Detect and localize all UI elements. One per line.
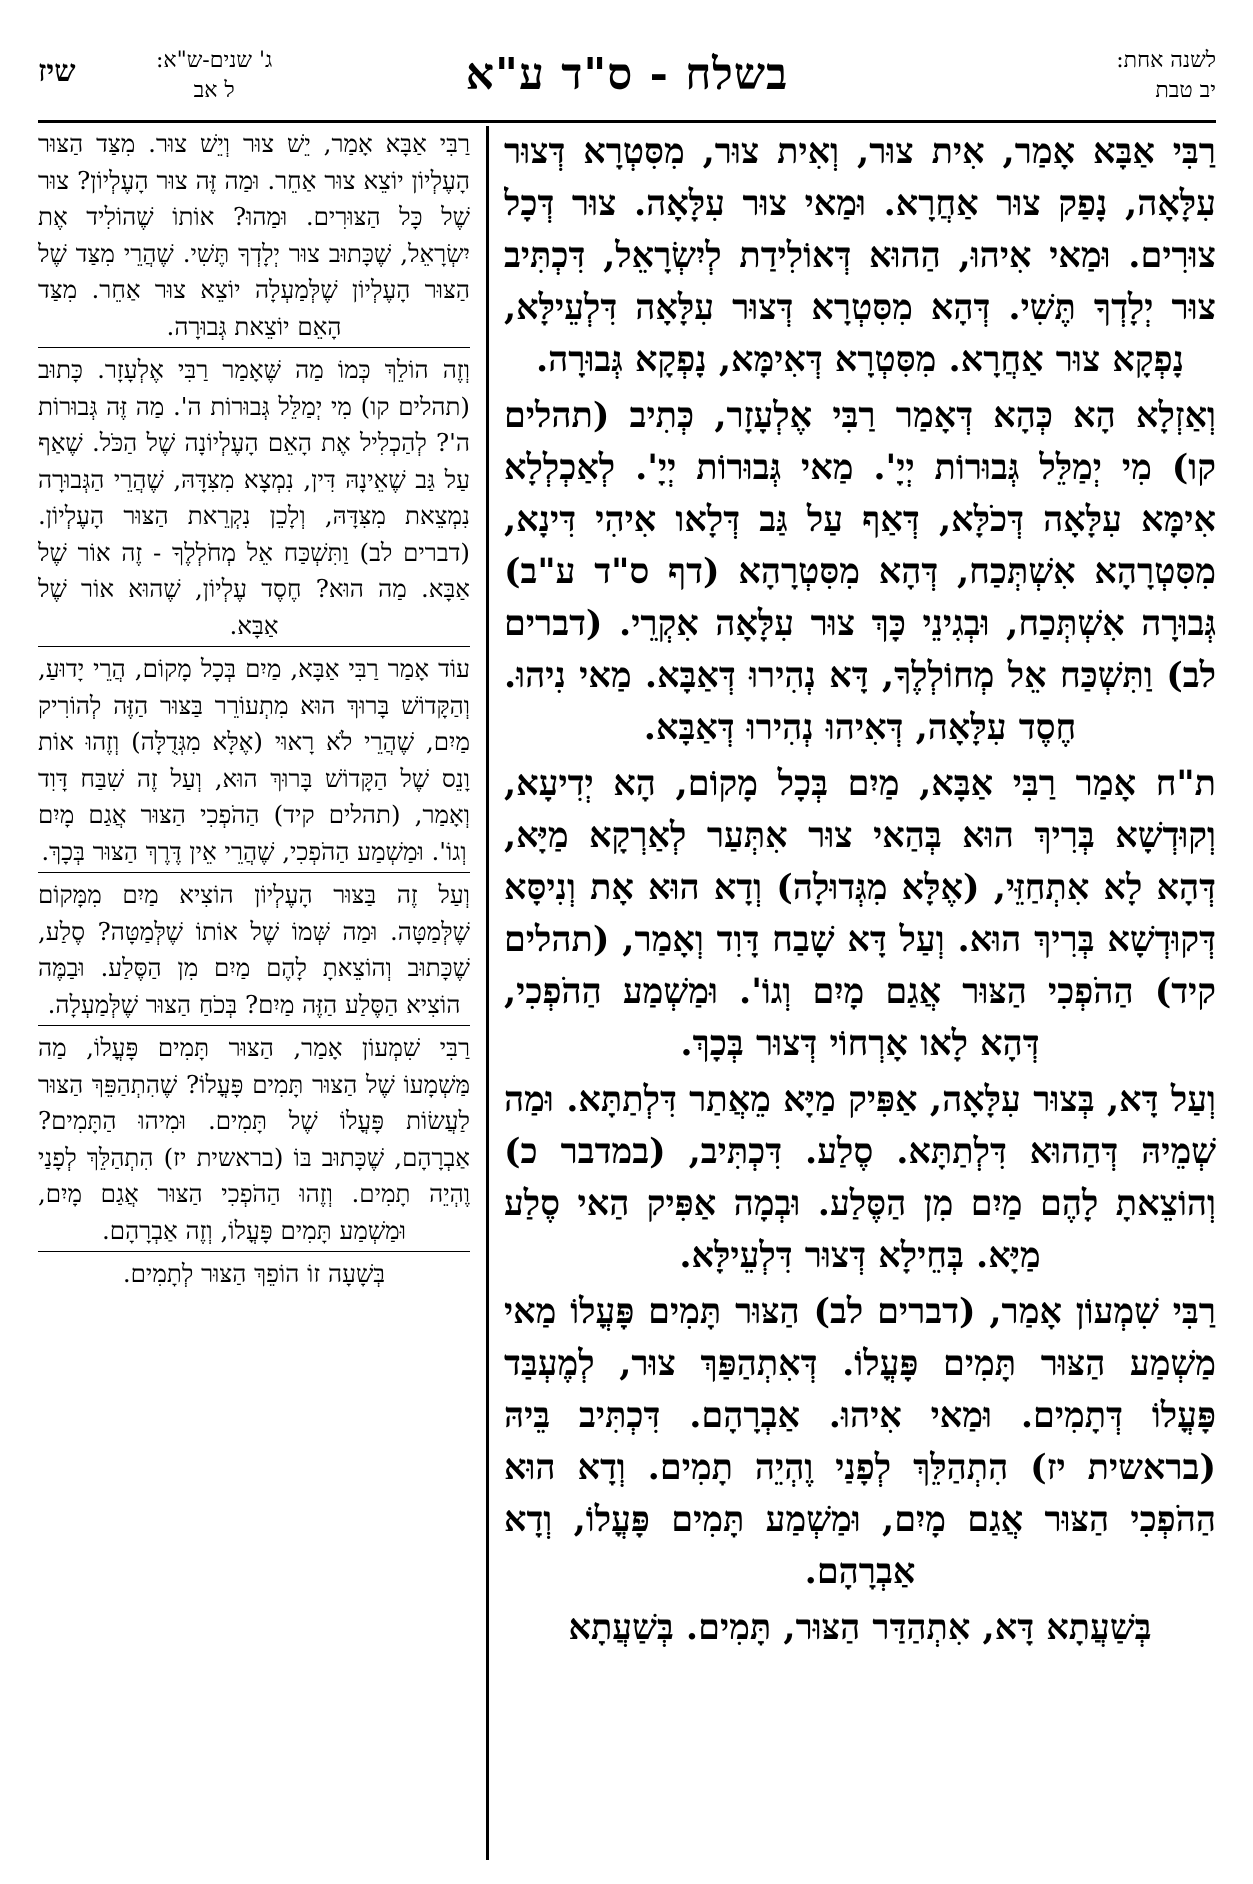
page-number: שיז <box>38 54 76 89</box>
translation-paragraph-5: רַבִּי שִׁמְעוֹן אָמַר, הַצּוּר תָּמִים פָּעֳלוֹ, מַה מַּשְׁמָעוֹ שֶׁל הַצּוּר תָּמִים פָּעֳלוֹ? שֶׁהִתְהַפֵּךְ הַצּוּר לַעֲשׂוֹת פָּעֳלוֹ שֶׁל תָּמִים. וּמִיהוּ הַתָּמִים? אַבְרָהָם, שֶׁכָּתוּב בּוֹ (בראשית יז) הִתְהַלֵּךְ לְפָנַי וֶהְיֵה תָמִים. וְזֶהוּ הַהֹפְכִי הַצּוּר אֲגַם מָיִם, וּמַשְׁמַע תָּמִים פָּעֳלוֹ, וְזֶה אַבְרָהָם. <box>38 1030 470 1252</box>
schedule-label-three-years: ג' שנים-ש"א: <box>156 48 273 73</box>
schedule-date-one-year: יב טבת <box>1155 78 1216 103</box>
aramaic-paragraph-5: רַבִּי שִׁמְעוֹן אָמַר, (דברים לב) הַצּוּר תָּמִים פָּעֳלוֹ מַאי מַשְׁמַע הַצּוּר תָּמִים פָּעֳלוֹ. דְּאִתְהַפַּךְ צוּר, לְמֶעְבַּד פָּעֳלוֹ דְּתָמִים. וּמַאי אִיהוּ. אַבְרָהָם. דִּכְתִּיב בֵּיהּ (בראשית יז) הִתְהַלֵּךְ לְפָנַי וֶהְיֵה תָמִים. וְדָא הוּא הַהֹפְכִי הַצּוּר אֲגַם מָיִם, וּמַשְׁמַע תָּמִים פָּעֳלוֹ, וְדָא אַבְרָהָם. <box>504 1291 1216 1592</box>
translation-paragraph-3: עוֹד אָמַר רַבִּי אַבָּא, מַיִם בְּכָל מָקוֹם, הֲרֵי יָדוּעַ, וְהַקָּדוֹשׁ בָּרוּךְ הוּא מִתְעוֹרֵר בַּצּוּר הַזֶּה לְהוֹרִיק מַיִם, שֶׁהֲרֵי לֹא רָאוּי (אֶלָּא מִגְּדֻלָּה) וְזֶהוּ אוֹת וָנֵס שֶׁל הַקָּדוֹשׁ בָּרוּךְ הוּא, וְעַל זֶה שִׁבַּח דָּוִד וְאָמַר, (תהלים קיד) הַהֹפְכִי הַצּוּר אֲגַם מָיִם וְגוֹ'. וּמַשְׁמַע הַהֹפְכִי, שֶׁהֲרֵי אֵין דֶּרֶךְ הַצּוּר בְּכָךְ. <box>38 651 470 873</box>
hebrew-translation-column <box>38 126 470 1860</box>
translation-paragraph-2: וְזֶה הוֹלֵךְ כְּמוֹ מַה שֶּׁאָמַר רַבִּי אֶלְעָזָר. כָּתוּב (תהלים קו) מִי יְמַלֵּל גְּבוּרוֹת ה'. מַה זֶּה גְּבוּרוֹת ה'? לְהַכְלִיל אֶת הָאֵם הָעֶלְיוֹנָה שֶׁל הַכֹּל. שֶׁאַף עַל גַּב שֶׁאֵינָהּ דִּין, נִמְצָא מִצִּדָּהּ, שֶׁהֲרֵי הַגְּבוּרָה נִמְצֵאת מִצִּדָּהּ, וְלָכֵן נִקְרֵאת הַצּוּר הָעֶלְיוֹן. (דברים לב) וַתִּשְׁכַּח אֵל מְחֹלְלֶךָ - זֶה אוֹר שֶׁל אַבָּא. מַה הוּא? חֶסֶד עֶלְיוֹן, שֶׁהוּא אוֹר שֶׁל אַבָּא. <box>38 352 470 647</box>
translation-paragraph-6: בְּשָׁעָה זוֹ הוֹפֵךְ הַצּוּר לְתָמִים. <box>122 1259 386 1288</box>
study-schedule-three-years <box>156 46 272 106</box>
aramaic-column <box>504 126 1216 1860</box>
schedule-date-three-years: ל אב <box>193 78 235 103</box>
page-title: בשלח - ס"ד ע"א <box>465 49 789 100</box>
aramaic-paragraph-1: רַבִּי אַבָּא אָמַר, אִית צוּר, וְאִית צוּר, מִסִּטְרָא דְּצוּר עִלָּאָה, נָפַק צוּר אַחֲרָא. וּמַאי צוּר עִלָּאָה. צוּר דְּכָל צוּרִים. וּמַאי אִיהוּ, הַהוּא דְּאוֹלִידַת לְיִשְׂרָאֵל, דִּכְתִּיב צוּר יְלָדְךָ תֶּשִׁי. דְּהָא מִסִּטְרָא דְּצוּר עִלָּאָה דִּלְעֵילָּא, נָפְקָא צוּר אַחֲרָא. מִסִּטְרָא דְּאִימָּא, נָפְקָא גְּבוּרָה. <box>504 131 1216 380</box>
page-header <box>38 40 1216 123</box>
schedule-label-one-year: לשנה אחת: <box>1116 48 1216 73</box>
text-columns <box>38 126 1216 1860</box>
translation-paragraph-4: וְעַל זֶה בַּצּוּר הָעֶלְיוֹן הוֹצִיא מַיִם מִמָּקוֹם שֶׁלְּמַטָּה. וּמַה שְּׁמוֹ שֶׁל אוֹתוֹ שֶׁלְּמַטָּה? סֶלַע, שֶׁכָּתוּב וְהוֹצֵאתָ לָהֶם מַיִם מִן הַסֶּלַע. וּבַמֶּה הוֹצִיא הַסֶּלַע הַזֶּה מַיִם? בְּכֹחַ הַצּוּר שֶׁלְּמַעְלָה. <box>38 877 470 1026</box>
aramaic-paragraph-6: בְּשַׁעֲתָא דָּא, אִתְהַדַּר הַצּוּר, תָּמִים. בְּשַׁעֲתָא <box>568 1607 1152 1648</box>
aramaic-paragraph-4: וְעַל דָּא, בְּצוּר עִלָּאָה, אַפִּיק מַיָּא מֵאֲתַר דִּלְתַתָּא. וּמַה שְׁמֵיהּ דְּהַהוּא דִּלְתַתָּא. סֶלַע. דִּכְתִּיב, (במדבר כ) וְהוֹצֵאתָ לָהֶם מַיִם מִן הַסֶּלַע. וּבְמָה אַפִּיק הַאי סֶלַע מַיָּא. בְּחֵילָא דְּצוּר דִּלְעֵילָּא. <box>504 1079 1216 1276</box>
column-divider <box>486 126 489 1860</box>
translation-paragraph-1: רַבִּי אַבָּא אָמַר, יֵשׁ צוּר וְיֵשׁ צוּר. מִצַּד הַצּוּר הָעֶלְיוֹן יוֹצֵא צוּר אַחֵר. וּמַה זֶּה צוּר הָעֶלְיוֹן? צוּר שֶׁל כָּל הַצּוּרִים. וּמַהוּ? אוֹתוֹ שֶׁהוֹלִיד אֶת יִשְׂרָאֵל, שֶׁכָּתוּב צוּר יְלָדְךָ תֶּשִׁי. שֶׁהֲרֵי מִצַּד שֶׁל הַצּוּר הָעֶלְיוֹן שֶׁלְּמַעְלָה יוֹצֵא צוּר אַחֵר. מִצַּד הָאֵם יוֹצֵאת גְּבוּרָה. <box>38 126 470 348</box>
zohar-page <box>38 40 1216 1860</box>
aramaic-paragraph-2: וְאַזְלָא הָא כְּהָא דְּאָמַר רַבִּי אֶלְעָזָר, כְּתִיב (תהלים קו) מִי יְמַלֵּל גְּבוּרוֹת יְיָ'. מַאי גְּבוּרוֹת יְיָ'. לְאַכְלְלָא אִימָּא עִלָּאָה דְּכֹלָּא, דְּאַף עַל גַּב דְּלָאו אִיהִי דִּינָא, מִסִּטְרָהָא אִשְׁתְּכַח, דְּהָא מִסִּטְרָהָא (דף ס"ד ע"ב) גְּבוּרָה אִשְׁתְּכַח, וּבְגִינֵי כָּךְ צוּר עִלָּאָה אִקְרֵי. (דברים לב) וַתִּשְׁכַּח אֵל מְחוֹלְלֶךָ, דָּא נְהִירוּ דְּאַבָּא. מַאי נִיהוּ. חֶסֶד עִלָּאָה, דְּאִיהוּ נְהִירוּ דְּאַבָּא. <box>504 395 1216 748</box>
aramaic-paragraph-3: ת"ח אָמַר רַבִּי אַבָּא, מַיִם בְּכָל מָקוֹם, הָא יְדִיעָא, וְקוּדְשָׁא בְּרִיךְ הוּא בְּהַאי צוּר אִתְּעַר לְאַרְקָא מַיָּא, דְּהָא לָא אִתְחַזֵּי, (אֶלָּא מִגְּדוּלָה) וְדָא הוּא אָת וְנִיסָּא דְּקוּדְשָׁא בְּרִיךְ הוּא. וְעַל דָּא שָׁבַח דָּוִד וְאָמַר, (תהלים קיד) הַהֹפְכִי הַצּוּר אֲגַם מָיִם וְגוֹ'. וּמַשְׁמַע הַהֹפְכִי, דְּהָא לָאו אָרְחוֹי דְּצוּר בְּכָךְ. <box>504 763 1216 1064</box>
